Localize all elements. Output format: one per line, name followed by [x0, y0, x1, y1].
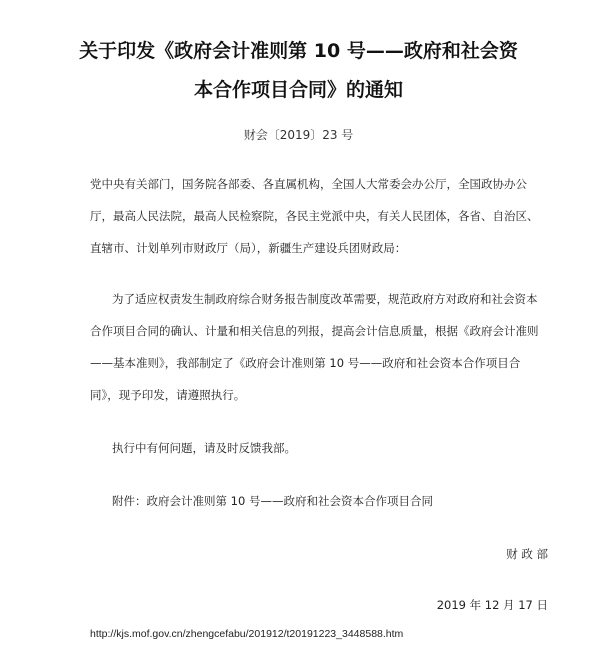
feedback-text: 执行中有何问题，请及时反馈我部。: [112, 441, 296, 455]
addressee-line: 党中央有关部门，国务院各部委、各直属机构，全国人大常委会办公厅，全国政协办公: [90, 177, 527, 191]
attachment-text: 附件：政府会计准则第 10 号——政府和社会资本合作项目合同: [112, 494, 433, 508]
body-line: 为了适应权责发生制政府综合财务报告制度改革需要，规范政府方对政府和社会资本: [112, 292, 538, 306]
document-title-line-2: 本合作项目合同》的通知: [193, 79, 403, 101]
issuer-signature: 财 政 部: [506, 547, 548, 561]
body-line: 同》，现予印发，请遵照执行。: [90, 388, 246, 402]
body-line: 合作项目合同的确认、计量和相关信息的列报，提高会计信息质量，根据《政府会计准则: [90, 324, 539, 338]
source-url: http://kjs.mof.gov.cn/zhengcefabu/201912/t20191223_3448588.htm: [90, 628, 404, 640]
issue-date: 2019 年 12 月 17 日: [436, 598, 548, 612]
body-line: ——基本准则》，我部制定了《政府会计准则第 10 号——政府和社会资本合作项目合: [90, 356, 521, 370]
document-number: 财会〔2019〕23 号: [243, 128, 354, 142]
addressee-line: 直辖市、计划单列市财政厅（局），新疆生产建设兵团财政局：: [90, 241, 407, 255]
document-title-line-1: 关于印发《政府会计准则第 10 号——政府和社会资: [79, 40, 518, 62]
addressee-line: 厅，最高人民法院，最高人民检察院，各民主党派中央，有关人民团体，各省、自治区、: [90, 209, 539, 223]
